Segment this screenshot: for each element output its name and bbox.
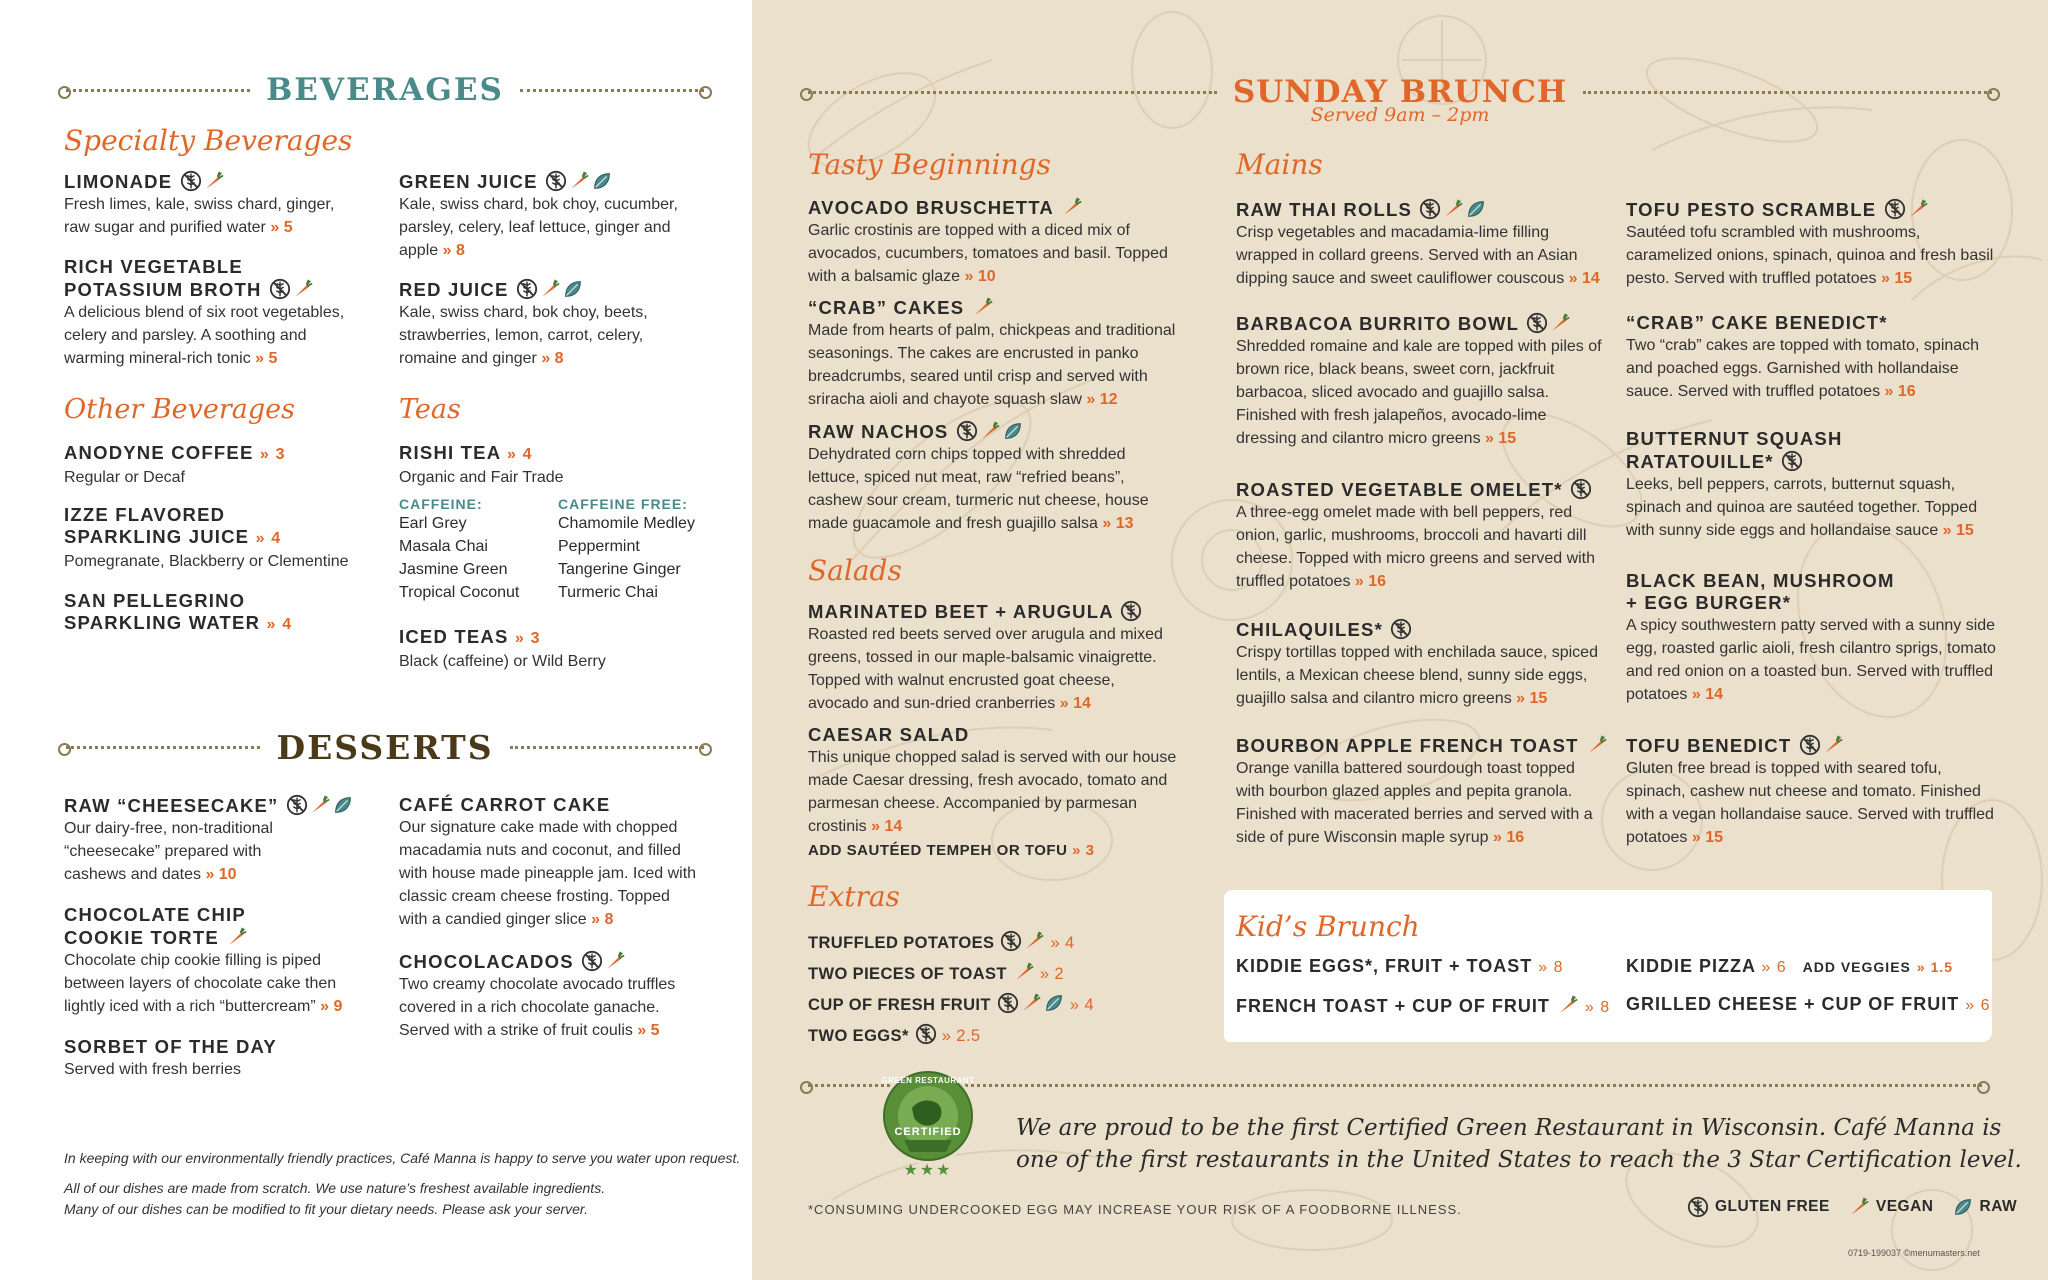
item-name-line-2: SPARKLING JUICE xyxy=(64,526,250,547)
item-description: A three-egg omelet made with bell peppers, red onion, garlic, mushrooms, broccoli and havarti dill cheese. Topped with micro greens and served with truffled potatoes xyxy=(1236,504,1596,590)
item-description: Kale, swiss chard, bok choy, cucumber, parsley, celery, leaf lettuce, ginger and apple xyxy=(399,196,678,259)
divider xyxy=(510,746,704,749)
kids-item-name: GRILLED CHEESE + CUP OF FRUIT xyxy=(1626,994,1960,1014)
kids-item xyxy=(1236,956,1563,977)
item-name: LIMONADE xyxy=(64,171,173,192)
raw-icon xyxy=(591,170,613,192)
badge-stars: ★★★ xyxy=(903,1162,953,1179)
item-price: » 5 xyxy=(270,219,293,236)
tea-name: Masala Chai xyxy=(399,538,488,555)
sunday-brunch-title: SUNDAY BRUNCH xyxy=(1232,74,1568,110)
divider xyxy=(66,746,260,749)
item-name: CAFÉ CARROT CAKE xyxy=(399,794,611,815)
kids-item xyxy=(1626,994,1990,1015)
menu-item-bourbon-french-toast xyxy=(1236,734,1606,849)
extra-price: » 4 xyxy=(1069,996,1095,1014)
tea-name: Chamomile Medley xyxy=(558,515,695,532)
item-name: RISHI TEA xyxy=(399,442,501,463)
item-name-line-1: IZZE FLAVORED xyxy=(64,504,226,525)
beverages-header xyxy=(66,72,704,108)
item-description: Organic and Fair Trade xyxy=(399,469,564,486)
legend-gluten-free: GLUTEN FREE xyxy=(1715,1198,1830,1215)
item-name: CHOCOLACADOS xyxy=(399,951,574,972)
item-price: » 4 xyxy=(255,530,282,547)
item-name-line-2: POTASSIUM BROTH xyxy=(64,279,262,300)
item-name: RAW NACHOS xyxy=(808,421,949,442)
item-description: Regular or Decaf xyxy=(64,469,185,486)
item-price: » 15 xyxy=(1691,829,1723,846)
kids-item-name: KIDDIE PIZZA xyxy=(1626,956,1756,976)
extra-price: » 2 xyxy=(1039,965,1064,983)
extra-item xyxy=(808,990,1094,1021)
desserts-title: DESSERTS xyxy=(276,728,494,767)
kids-item-name: KIDDIE EGGS*, FRUIT + TOAST xyxy=(1236,956,1533,976)
gluten-free-icon xyxy=(1526,312,1548,334)
menu-item-barbacoa-burrito-bowl xyxy=(1236,312,1606,450)
item-description: Chocolate chip cookie filling is piped between layers of chocolate cake then lightly iced with a rich “buttercream” xyxy=(64,952,337,1015)
vegan-icon xyxy=(539,278,561,300)
item-name: ICED TEAS xyxy=(399,626,509,647)
beverages-title: BEVERAGES xyxy=(266,72,504,108)
item-description: This unique chopped salad is served with our house made Caesar dressing, fresh avocado, tomato and parmesan cheese. Accompanied by parmesan crostinis xyxy=(808,749,1177,835)
salads-heading: Salads xyxy=(808,554,902,587)
menu-item-chilaquiles xyxy=(1236,618,1606,710)
menu-item-avocado-bruschetta xyxy=(808,196,1178,288)
item-name-line-2: SPARKLING WATER xyxy=(64,612,261,633)
vegan-icon xyxy=(1822,734,1844,756)
raw-icon xyxy=(562,278,584,300)
item-name-line-1: RICH VEGETABLE xyxy=(64,256,243,277)
item-name-line-1: SAN PELLEGRINO xyxy=(64,590,246,611)
item-name-line-1: CHOCOLATE CHIP xyxy=(64,904,246,925)
extra-item xyxy=(808,959,1094,990)
item-price: » 12 xyxy=(1086,391,1118,408)
extra-item xyxy=(808,1021,1094,1052)
kids-item xyxy=(1626,956,1953,977)
item-description: Two creamy chocolate avocado truffles covered in a rich chocolate ganache. Served with a strike of fruit coulis xyxy=(399,976,676,1039)
vegan-icon xyxy=(972,296,994,318)
menu-item-anodyne-coffee xyxy=(64,442,364,489)
item-name: “CRAB” CAKES xyxy=(808,297,965,318)
vegan-icon xyxy=(979,420,1001,442)
caffeine-free-label: CAFFEINE FREE: xyxy=(558,496,688,512)
teas-heading: Teas xyxy=(399,394,461,425)
left-panel xyxy=(0,0,752,1280)
vegan-icon xyxy=(1848,1196,1870,1218)
item-price: » 10 xyxy=(964,268,996,285)
caffeine-list xyxy=(399,496,519,604)
raw-icon xyxy=(1952,1196,1974,1218)
green-divider xyxy=(808,1084,1982,1087)
item-price: » 8 xyxy=(541,350,564,367)
item-price: » 4 xyxy=(506,446,533,463)
tea-name: Jasmine Green xyxy=(399,561,508,578)
extras-list xyxy=(808,928,1094,1052)
mains-heading: Mains xyxy=(1236,148,1323,181)
item-name-line-2: COOKIE TORTE xyxy=(64,927,219,948)
vegan-icon xyxy=(1907,198,1929,220)
item-price: » 15 xyxy=(1485,430,1517,447)
item-name-line-1: BUTTERNUT SQUASH xyxy=(1626,428,1843,449)
addon-name: ADD SAUTÉED TEMPEH OR TOFU xyxy=(808,842,1068,859)
kids-brunch-heading: Kid’s Brunch xyxy=(1236,910,1420,943)
menu-item-beet-arugula xyxy=(808,600,1178,715)
gluten-free-icon xyxy=(1390,618,1412,640)
menu-code: 0719-199037 ©menumasters.net xyxy=(1848,1248,1980,1258)
vegan-icon xyxy=(1586,734,1608,756)
item-price: » 15 xyxy=(1880,270,1913,287)
item-name: ANODYNE COFFEE xyxy=(64,442,254,463)
item-name: RED JUICE xyxy=(399,279,509,300)
gluten-free-icon xyxy=(516,278,538,300)
menu-item-raw-nachos xyxy=(808,420,1178,535)
badge-top-text: GREEN RESTAURANT xyxy=(881,1076,975,1085)
item-name: CAESAR SALAD xyxy=(808,724,970,745)
menu-item-red-juice xyxy=(399,278,699,370)
item-name: AVOCADO BRUSCHETTA xyxy=(808,197,1054,218)
kids-item xyxy=(1236,994,1610,1017)
vegan-icon xyxy=(568,170,590,192)
menu-item-raw-thai-rolls xyxy=(1236,198,1606,290)
vegan-icon xyxy=(1061,196,1083,218)
item-price: » 15 xyxy=(1942,522,1974,539)
menu-item-ratatouille xyxy=(1626,428,1996,542)
menu-item-potassium-broth xyxy=(64,256,364,370)
legend-vegan: VEGAN xyxy=(1875,1198,1934,1215)
menu-item-cookie-torte xyxy=(64,904,364,1018)
menu-item-caesar-salad xyxy=(808,724,1178,838)
item-description: Sautéed tofu scrambled with mushrooms, caramelized onions, spinach, quinoa and fresh basil pesto. Served with truffled potatoes xyxy=(1626,224,1994,287)
menu-item-san-pellegrino xyxy=(64,590,364,636)
add-tempeh-tofu xyxy=(808,842,1094,859)
item-price: » 5 xyxy=(637,1022,660,1039)
menu-item-black-bean-burger xyxy=(1626,570,1996,706)
gluten-free-icon xyxy=(1570,478,1592,500)
gluten-free-icon xyxy=(1687,1196,1709,1218)
water-note: In keeping with our environmentally friendly practices, Café Manna is happy to serve you water upon request. xyxy=(64,1150,741,1166)
menu-item-iced-teas xyxy=(399,626,699,673)
menu-item-izze xyxy=(64,504,384,573)
menu-item-tofu-benedict xyxy=(1626,734,1996,849)
item-price: » 14 xyxy=(1568,270,1600,287)
vegan-icon xyxy=(309,794,331,816)
scratch-note-1: All of our dishes are made from scratch. We use nature’s freshest available ingredients. xyxy=(64,1180,606,1196)
tea-list xyxy=(558,512,695,604)
kids-item-name: FRENCH TOAST + CUP OF FRUIT xyxy=(1236,996,1550,1016)
green-statement-line-2: one of the first restaurants in the United States to reach the 3 Star Certification level. xyxy=(1016,1147,2022,1173)
green-statement-line-1: We are proud to be the first Certified Green Restaurant in Wisconsin. Café Manna is xyxy=(1016,1115,2002,1141)
item-description: A spicy southwestern patty served with a sunny side egg, roasted garlic aioli, fresh cilantro sprigs, tomato and red onion on a toasted bun. Served with truffled potatoes xyxy=(1626,617,1996,703)
menu-item-crab-cakes xyxy=(808,296,1178,411)
vegan-icon xyxy=(1020,992,1042,1014)
item-price: » 16 xyxy=(1354,573,1387,590)
caffeine-free-list xyxy=(558,496,695,604)
caffeine-label: CAFFEINE: xyxy=(399,496,483,512)
item-description: Gluten free bread is topped with seared tofu, spinach, cashew nut cheese and tomato. Finished with a vegan hollandaise sauce. Served with truffled potatoes xyxy=(1626,760,1994,846)
vegan-icon xyxy=(1442,198,1464,220)
extra-price: » 2.5 xyxy=(941,1027,981,1045)
specialty-beverages-heading: Specialty Beverages xyxy=(64,124,353,157)
tea-name: Earl Grey xyxy=(399,515,467,532)
badge-bottom-text: CERTIFIED xyxy=(894,1126,962,1138)
kids-item-price: » 8 xyxy=(1584,999,1611,1016)
raw-icon xyxy=(332,794,354,816)
menu-item-raw-cheesecake xyxy=(64,794,374,886)
vegan-icon xyxy=(203,170,225,192)
item-description: Crispy tortillas topped with enchilada sauce, spiced lentils, a Mexican cheese blend, sunny side eggs, guajillo salsa and cilantro micro greens xyxy=(1236,644,1598,707)
raw-icon xyxy=(1002,420,1024,442)
item-description: Shredded romaine and kale are topped with piles of brown rice, black beans, sweet corn, jackfruit barbacoa, sliced avocado and guajillo salsa. Finished with fresh jalapeños, avocado-lime dressing and cilantro micro greens xyxy=(1236,338,1602,447)
item-description: Black (caffeine) or Wild Berry xyxy=(399,653,606,670)
extra-name: TRUFFLED POTATOES xyxy=(808,934,995,952)
gluten-free-icon xyxy=(581,950,603,972)
item-name-line-2: + EGG BURGER* xyxy=(1626,592,1792,613)
add-veggies-price: » 1.5 xyxy=(1916,959,1954,975)
item-description: Orange vanilla battered sourdough toast topped with bourbon glazed apples and pepita granola. Finished with macerated berries and served with a side of pure Wisconsin maple syrup xyxy=(1236,760,1593,846)
gluten-free-icon xyxy=(1781,450,1803,472)
tea-name: Tropical Coconut xyxy=(399,584,520,601)
menu-item-carrot-cake xyxy=(399,794,699,931)
item-name: RAW THAI ROLLS xyxy=(1236,199,1413,220)
gluten-free-icon xyxy=(180,170,202,192)
item-price: » 8 xyxy=(591,911,614,928)
item-name: BOURBON APPLE FRENCH TOAST xyxy=(1236,735,1579,756)
divider xyxy=(1583,91,1992,94)
item-description: Made from hearts of palm, chickpeas and traditional seasonings. The cakes are encrusted in panko breadcrumbs, seared until crisp and served with sriracha aioli and chayote squash slaw xyxy=(808,322,1176,408)
item-description: Our dairy-free, non-traditional “cheesecake” prepared with cashews and dates xyxy=(64,820,273,883)
served-hours: Served 9am – 2pm xyxy=(1310,104,1490,126)
item-name: TOFU BENEDICT xyxy=(1626,735,1792,756)
item-price: » 3 xyxy=(259,446,286,463)
item-description: Kale, swiss chard, bok choy, beets, strawberries, lemon, carrot, celery, romaine and ginger xyxy=(399,304,648,367)
item-name: MARINATED BEET + ARUGULA xyxy=(808,601,1114,622)
item-price: » 8 xyxy=(442,242,465,259)
extras-heading: Extras xyxy=(808,880,900,913)
divider xyxy=(808,91,1217,94)
item-description: Roasted red beets served over arugula and mixed greens, tossed in our maple-balsamic vinaigrette. Topped with walnut encrusted goat cheese, avocado and sun-dried cranberries xyxy=(808,626,1163,712)
item-name-line-1: BLACK BEAN, MUSHROOM xyxy=(1626,570,1895,591)
item-price: » 14 xyxy=(871,818,903,835)
vegan-icon xyxy=(1557,994,1579,1016)
item-description: Garlic crostinis are topped with a diced mix of avocados, cucumbers, tomatoes and basil. Topped with a balsamic glaze xyxy=(808,222,1168,285)
gluten-free-icon xyxy=(915,1023,937,1045)
vegan-icon xyxy=(1023,930,1045,952)
item-description: Crisp vegetables and macadamia-lime filling wrapped in collard greens. Served with an Asian dipping sauce and sweet cauliflower couscous xyxy=(1236,224,1578,287)
item-price: » 13 xyxy=(1102,515,1134,532)
item-price: » 14 xyxy=(1691,686,1723,703)
tea-name: Turmeric Chai xyxy=(558,584,658,601)
menu-item-vegetable-omelet xyxy=(1236,478,1606,593)
vegan-icon xyxy=(226,926,248,948)
kids-item-price: » 6 xyxy=(1761,959,1787,976)
item-price: » 14 xyxy=(1059,695,1091,712)
legend xyxy=(1686,1196,2017,1218)
extra-name: CUP OF FRESH FRUIT xyxy=(808,996,991,1014)
vegan-icon xyxy=(604,950,626,972)
gluten-free-icon xyxy=(1884,198,1906,220)
tea-name: Peppermint xyxy=(558,538,640,555)
divider xyxy=(808,1084,1982,1087)
item-price: » 16 xyxy=(1493,829,1525,846)
item-price: » 10 xyxy=(205,866,237,883)
item-description: Pomegranate, Blackberry or Clementine xyxy=(64,553,349,570)
item-description: Served with fresh berries xyxy=(64,1061,241,1078)
menu-item-tofu-pesto-scramble xyxy=(1626,198,1996,290)
divider xyxy=(66,89,250,92)
legend-raw: RAW xyxy=(1979,1198,2018,1215)
tea-name: Tangerine Ginger xyxy=(558,561,681,578)
extra-name: TWO PIECES OF TOAST xyxy=(808,965,1007,983)
item-price: » 16 xyxy=(1884,383,1916,400)
vegan-icon xyxy=(1013,961,1035,983)
gluten-free-icon xyxy=(1000,930,1022,952)
item-description: A delicious blend of six root vegetables, celery and parsley. A soothing and warming mineral-rich tonic xyxy=(64,304,345,367)
extra-name: TWO EGGS* xyxy=(808,1027,909,1045)
item-name: RAW “CHEESECAKE” xyxy=(64,795,279,816)
tasty-beginnings-heading: Tasty Beginnings xyxy=(808,148,1051,181)
extra-item xyxy=(808,928,1094,959)
other-beverages-heading: Other Beverages xyxy=(64,394,296,425)
raw-icon xyxy=(1043,992,1065,1014)
addon-price: » 3 xyxy=(1072,842,1095,859)
item-name: TOFU PESTO SCRAMBLE xyxy=(1626,199,1877,220)
kids-item-price: » 6 xyxy=(1965,997,1991,1014)
item-description: Leeks, bell peppers, carrots, butternut squash, spinach and quinoa are sautéed together. Topped with sunny side eggs and hollandaise sauce xyxy=(1626,476,1978,539)
item-description: Dehydrated corn chips topped with shredded lettuce, spiced nut meat, raw “refried beans”, cashew sour cream, turmeric nut cheese, house made guacamole and fresh guajillo salsa xyxy=(808,446,1149,532)
menu-item-green-juice xyxy=(399,170,699,262)
menu-item-chocolacados xyxy=(399,950,699,1042)
item-price: » 9 xyxy=(320,998,343,1015)
gluten-free-icon xyxy=(997,992,1019,1014)
item-name-line-2: RATATOUILLE* xyxy=(1626,451,1774,472)
kids-item-price: » 8 xyxy=(1538,959,1564,976)
gluten-free-icon xyxy=(286,794,308,816)
item-name: SORBET OF THE DAY xyxy=(64,1036,277,1057)
menu-item-crab-cake-benedict xyxy=(1626,312,1996,403)
item-description: Our signature cake made with chopped macadamia nuts and coconut, and filled with house made pineapple jam. Iced with classic cream cheese frosting. Topped with a candied ginger slice xyxy=(399,819,697,928)
raw-icon xyxy=(1465,198,1487,220)
item-price: » 15 xyxy=(1516,690,1548,707)
item-name: “CRAB” CAKE BENEDICT* xyxy=(1626,312,1888,333)
gluten-free-icon xyxy=(1799,734,1821,756)
divider xyxy=(520,89,704,92)
add-veggies-label: ADD VEGGIES xyxy=(1802,959,1911,975)
item-name: GREEN JUICE xyxy=(399,171,538,192)
gluten-free-icon xyxy=(1419,198,1441,220)
gluten-free-icon xyxy=(545,170,567,192)
desserts-header xyxy=(66,728,704,767)
menu-item-limonade xyxy=(64,170,364,239)
item-price: » 4 xyxy=(266,616,293,633)
item-name: BARBACOA BURRITO BOWL xyxy=(1236,313,1519,334)
item-price: » 3 xyxy=(514,630,541,647)
tea-list xyxy=(399,512,519,604)
vegan-icon xyxy=(292,278,314,300)
extra-price: » 4 xyxy=(1050,934,1075,952)
scratch-note-2: Many of our dishes can be modified to fit your dietary needs. Please ask your server. xyxy=(64,1201,588,1217)
item-description: Two “crab” cakes are topped with tomato, spinach and poached eggs. Garnished with hollandaise sauce. Served with truffled potatoes xyxy=(1626,337,1980,400)
vegan-icon xyxy=(1549,312,1571,334)
foodborne-disclaimer: *CONSUMING UNDERCOOKED EGG MAY INCREASE YOUR RISK OF A FOODBORNE ILLNESS. xyxy=(808,1202,1462,1217)
menu-item-sorbet xyxy=(64,1036,364,1081)
gluten-free-icon xyxy=(269,278,291,300)
gluten-free-icon xyxy=(956,420,978,442)
gluten-free-icon xyxy=(1120,600,1142,622)
item-name: ROASTED VEGETABLE OMELET* xyxy=(1236,479,1563,500)
item-price: » 5 xyxy=(255,350,278,367)
menu-item-rishi-tea xyxy=(399,442,699,489)
item-name: CHILAQUILES* xyxy=(1236,619,1383,640)
item-description: Fresh limes, kale, swiss chard, ginger, raw sugar and purified water xyxy=(64,196,335,236)
